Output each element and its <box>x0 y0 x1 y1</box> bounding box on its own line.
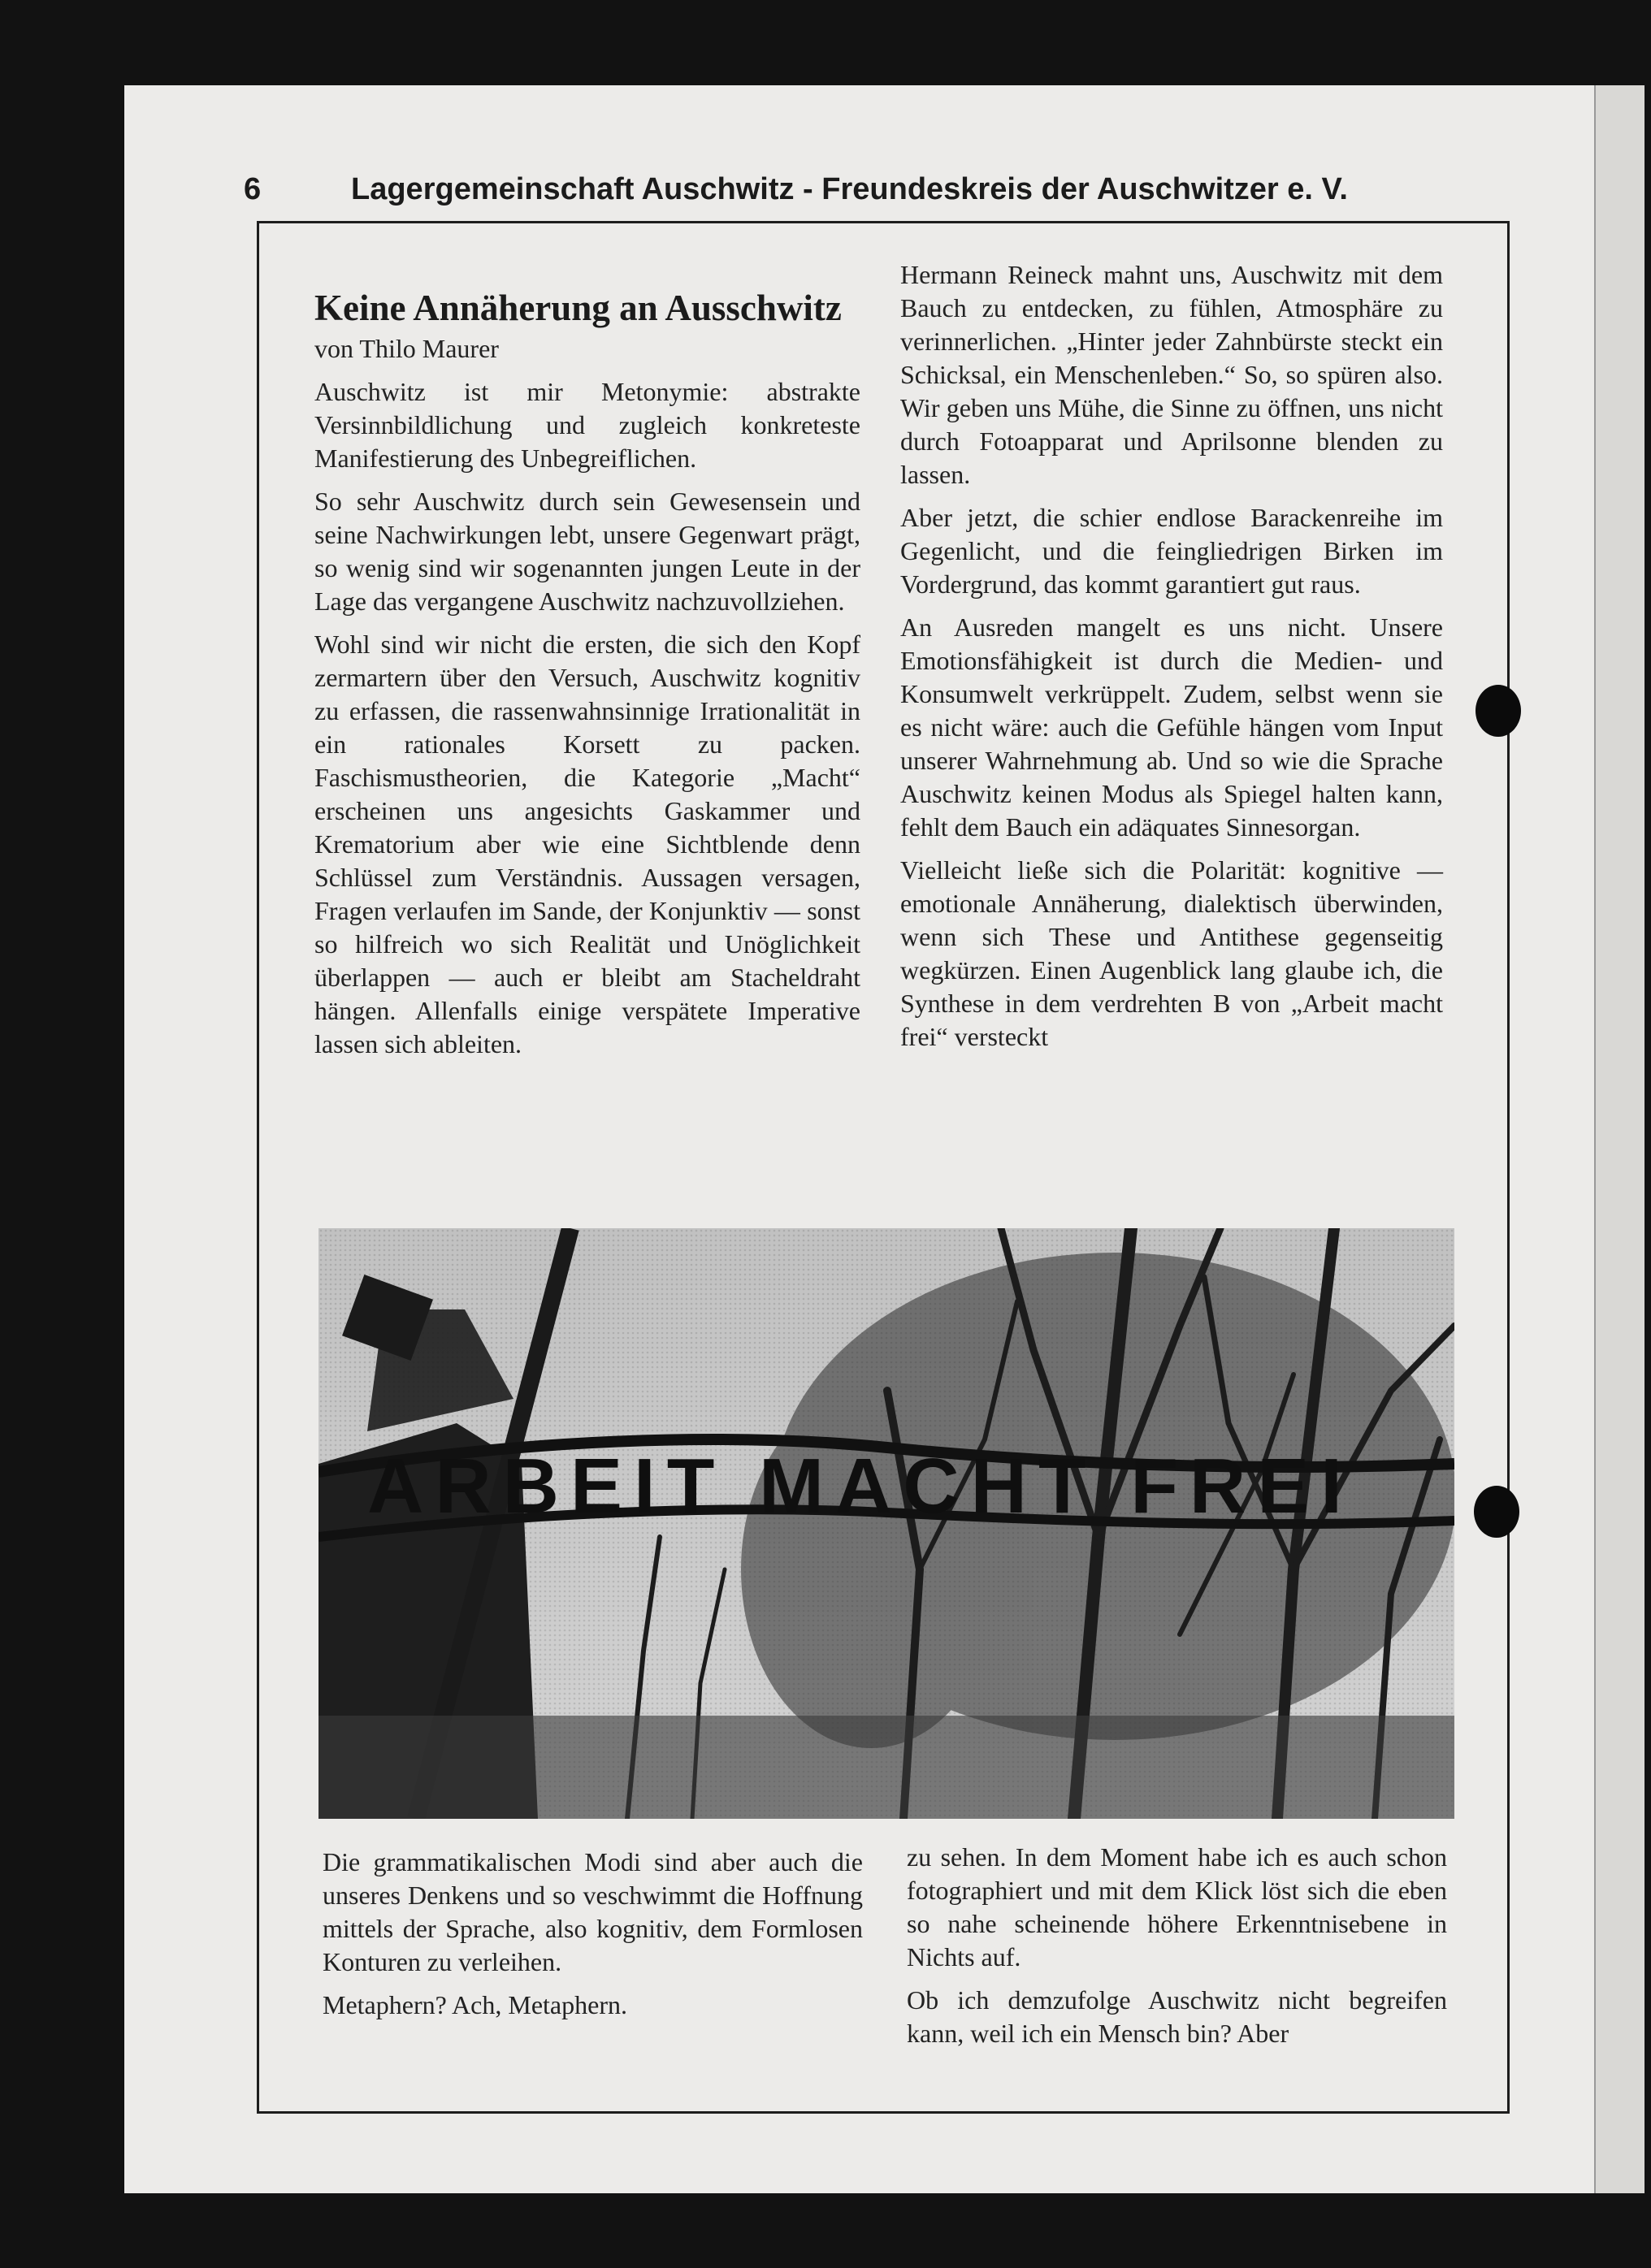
paragraph: zu sehen. In dem Moment habe ich es auch schon fotographiert und mit dem Klick löst sich die eben so nahe scheinende höhere Erkenntnisebene in Nichts auf. <box>907 1842 1447 1972</box>
page-number: 6 <box>244 172 262 206</box>
paragraph: An Ausreden mangelt es uns nicht. Unsere Emotionsfähigkeit ist durch die Medien- und Konsumwelt verkrüppelt. Zudem, selbst wenn sie es nicht wäre: auch die Gefühle hängen vom Input unserer Wahrnehmung ab. Und so wie die Sprache Auschwitz keinen Modus als Spiegel halten kann, fehlt dem Bauch ein adäquates Sinnesorgan. <box>900 612 1443 842</box>
next-page-edge <box>1594 85 1644 2193</box>
gate-photo-graphic <box>318 1228 1454 1819</box>
article-author: von Thilo Maurer <box>314 334 499 363</box>
paragraph: Ob ich demzufolge Auschwitz nicht begreifen kann, weil ich ein Mensch bin? Aber <box>907 1985 1447 2048</box>
gate-sign-text: ARBEIT MACHT FREI <box>367 1443 1354 1530</box>
paragraph: Metaphern? Ach, Metaphern. <box>323 1990 627 2019</box>
auschwitz-gate-photo <box>318 1228 1454 1819</box>
binder-hole <box>1476 685 1521 737</box>
paragraph: Hermann Reineck mahnt uns, Auschwitz mit dem Bauch zu entdecken, zu fühlen, Atmosphäre zu verinnerlichen. „Hinter jeder Zahnbürste steckt ein Schicksal, ein Menschenleben.“ So, so spüren also. Wir geben uns Mühe, die Sinne zu öffnen, uns nicht durch Fotoapparat und Aprilsonne blenden zu lassen. <box>900 260 1443 489</box>
paragraph: Aber jetzt, die schier endlose Barackenreihe im Gegenlicht, und die feingliedrigen Birken im Vordergrund, das kommt garantiert gut raus. <box>900 503 1443 599</box>
publication-title: Lagergemeinschaft Auschwitz - Freundeskreis der Auschwitzer e. V. <box>351 172 1348 206</box>
article-title: Keine Annäherung an Ausschwitz <box>314 288 842 328</box>
binder-hole <box>1474 1486 1519 1538</box>
article-column-bottom-left <box>323 1846 863 2032</box>
paragraph: So sehr Auschwitz durch sein Gewesensein und seine Nachwirkungen lebt, unsere Gegenwart prägt, so wenig sind wir sogenannten jungen Leute in der Lage das vergangene Auschwitz nachzuvollziehen. <box>314 487 860 616</box>
article-column-right <box>900 258 1443 1063</box>
article-column-bottom-right <box>907 1841 1447 2060</box>
paragraph: Die grammatikalischen Modi sind aber auch die unseres Denkens und so veschwimmt die Hoffnung mittels der Sprache, also kognitiv, dem Formlosen Konturen zu verleihen. <box>323 1847 863 1976</box>
paragraph: Vielleicht ließe sich die Polarität: kognitive — emotionale Annäherung, dialektisch überwinden, wenn sich These und Antithese gegenseitig wegkürzen. Einen Augenblick lang glaube ich, die Synthese in dem verdrehten B von „Arbeit macht frei“ versteckt <box>900 855 1443 1051</box>
article-column-left <box>314 284 860 1071</box>
paragraph: Auschwitz ist mir Metonymie: abstrakte Versinnbildlichung und zugleich konkreteste Manifestierung des Unbegreiflichen. <box>314 377 860 473</box>
paragraph: Wohl sind wir nicht die ersten, die sich den Kopf zermartern über den Versuch, Auschwitz kognitiv zu erfassen, die rassenwahnsinnige Irrationalität in ein rationales Korsett zu packen. Faschismustheorien, die Kategorie „Macht“ erscheinen uns angesichts Gaskammer und Krematorium aber wie eine Sichtblende denn Schlüssel zum Verständnis. Aussagen versagen, Fragen verlaufen im Sande, der Konjunktiv — sonst so hilfreich wo sich Realität und Unöglichkeit überlappen — auch er bleibt am Stacheldraht hängen. Allenfalls einige verspätete Imperative lassen sich ableiten. <box>314 630 860 1058</box>
